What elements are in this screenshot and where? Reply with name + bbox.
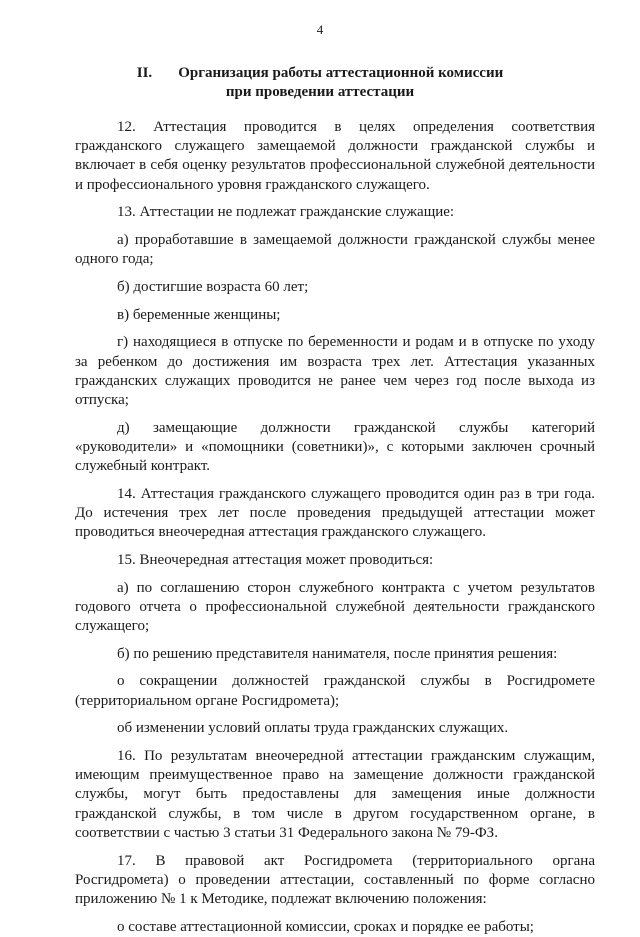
list-item-15b: б) по решению представителя нанимателя, после принятия решения: xyxy=(117,645,558,662)
list-item-13c: в) беременные женщины; xyxy=(117,306,281,323)
section-title-line-1: Организация работы аттестационной комиссии xyxy=(178,65,504,81)
paragraph-12: 12. Аттестация проводится в целях определения соответствия гражданского служащего замещаемой должности гражданской службы и включает в себя оценку результатов профессиональной служебной деятельности и профессионального уровня гражданского служащего. xyxy=(75,119,595,193)
document-body xyxy=(75,118,595,937)
paragraph-13: 13. Аттестации не подлежат гражданские служащие: xyxy=(117,204,455,221)
paragraph-17: 17. В правовой акт Росгидромета (территориального органа Росгидромета) о проведении аттестации, составленный по форме согласно приложению № 1 к Методике, подлежат включению положения: xyxy=(75,852,595,907)
list-item-17-1: о составе аттестационной комиссии, сроках и порядке ее работы; xyxy=(117,918,534,935)
page-number: 4 xyxy=(316,22,324,37)
paragraph-16: 16. По результатам внеочередной аттестации гражданским служащим, имеющим преимущественное право на замещение должности гражданской службы, могут быть предоставлены для замещения иные должности гражданской службы, в том числе в другом государственном органе, в соответствии с частью 3 статьи 31 Федерального закона № 79-ФЗ. xyxy=(75,747,595,841)
section-number: II. xyxy=(136,65,153,81)
list-item-15b-1: о сокращении должностей гражданской службы в Росгидромете (территориальном органе Росгидромета); xyxy=(75,673,595,709)
list-item-13e: д) замещающие должности гражданской службы категорий «руководители» и «помощники (советники)», с которыми заключен срочный служебный контракт. xyxy=(75,419,595,475)
list-item-15b-2: об изменении условий оплаты труда гражданских служащих. xyxy=(117,720,509,737)
section-heading xyxy=(0,64,640,102)
list-item-13b: б) достигшие возраста 60 лет; xyxy=(117,278,309,295)
list-item-15a: а) по соглашению сторон служебного контракта с учетом результатов годового отчета о профессиональной служебной деятельности гражданского служащего; xyxy=(75,579,595,634)
section-heading-line-1 xyxy=(0,64,640,83)
section-title-line-2: при проведении аттестации xyxy=(225,84,415,100)
paragraph-14: 14. Аттестация гражданского служащего проводится один раз в три года. До истечения трех лет после проведения предыдущей аттестации может проводиться внеочередная аттестация гражданского служащего. xyxy=(75,485,595,541)
list-item-13a: а) проработавшие в замещаемой должности гражданской службы менее одного года; xyxy=(75,232,595,268)
list-item-13d: г) находящиеся в отпуске по беременности и родам и в отпуске по уходу за ребенком до достижения им возраста трех лет. Аттестация указанных гражданских служащих проводится не ранее чем через год после выхода из отпуска; xyxy=(75,334,595,408)
paragraph-15: 15. Внеочередная аттестация может проводиться: xyxy=(117,551,434,568)
